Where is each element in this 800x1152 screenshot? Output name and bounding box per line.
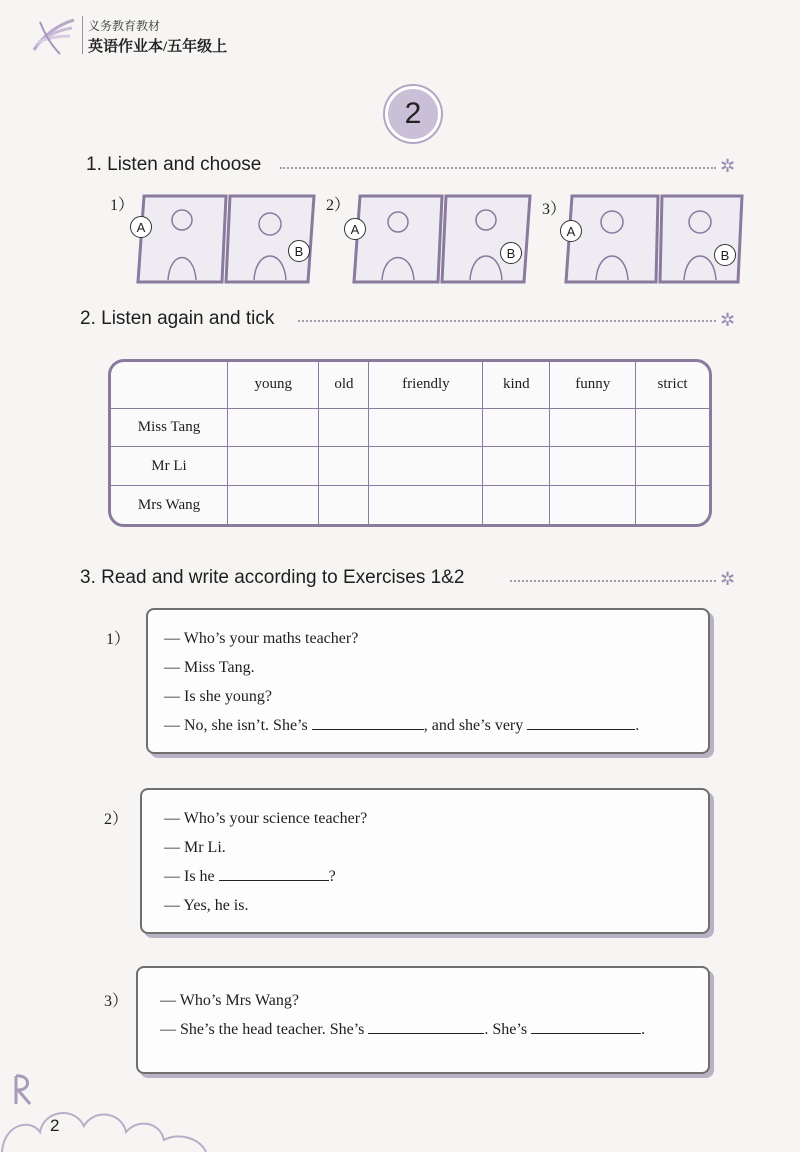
column-header: kind bbox=[483, 362, 550, 408]
tick-cell[interactable] bbox=[228, 447, 319, 486]
page-number: 2 bbox=[50, 1116, 60, 1135]
dialogue-line: — No, she isn’t. She’s , and she’s very . bbox=[164, 717, 640, 734]
column-header: friendly bbox=[369, 362, 483, 408]
star-ornament-icon: ✲ bbox=[720, 569, 736, 590]
section-divider bbox=[298, 320, 716, 322]
tick-cell[interactable] bbox=[319, 408, 369, 447]
tick-cell[interactable] bbox=[369, 486, 483, 524]
option-b-label: B bbox=[500, 242, 522, 264]
section-3-heading: 3. Read and write according to Exercises 1&2 bbox=[80, 567, 465, 588]
dialogue-line: — Who’s your science teacher? bbox=[164, 810, 368, 827]
item-number: 2） bbox=[104, 811, 129, 828]
tick-cell[interactable] bbox=[483, 408, 550, 447]
teacher-pictures-illustration bbox=[562, 192, 752, 288]
item-number: 1） bbox=[110, 197, 135, 214]
answer-blank[interactable] bbox=[312, 715, 424, 730]
dialogue-1-text bbox=[164, 624, 704, 740]
item-number: 3） bbox=[542, 201, 567, 218]
section-1-heading: 1. Listen and choose bbox=[86, 154, 262, 175]
teacher-pictures-illustration bbox=[346, 192, 536, 288]
answer-blank[interactable] bbox=[527, 715, 635, 730]
series-title: 义务教育教材 bbox=[88, 19, 161, 33]
dialogue-line: — Yes, he is. bbox=[164, 897, 249, 914]
column-header: strict bbox=[636, 362, 709, 408]
tick-cell[interactable] bbox=[550, 408, 636, 447]
row-header: Mr Li bbox=[111, 447, 228, 486]
tick-cell[interactable] bbox=[319, 447, 369, 486]
answer-blank[interactable] bbox=[219, 866, 329, 881]
dialogue-line: — Is he ? bbox=[164, 868, 336, 885]
option-b-label: B bbox=[714, 244, 736, 266]
tick-table bbox=[108, 359, 712, 527]
tick-cell[interactable] bbox=[483, 486, 550, 524]
option-a-label: A bbox=[130, 216, 152, 238]
section-2-heading: 2. Listen again and tick bbox=[80, 308, 275, 329]
column-header: young bbox=[228, 362, 319, 408]
dialogue-3-text bbox=[160, 986, 706, 1044]
row-header: Mrs Wang bbox=[111, 486, 228, 524]
dialogue-line: — Mr Li. bbox=[164, 839, 226, 856]
option-a-label: A bbox=[560, 220, 582, 242]
option-b-label: B bbox=[288, 240, 310, 262]
cloud-decoration-icon bbox=[0, 1060, 240, 1152]
dialogue-2-text bbox=[164, 804, 704, 920]
section-divider bbox=[510, 580, 716, 582]
answer-blank[interactable] bbox=[368, 1019, 484, 1034]
section-divider bbox=[280, 167, 716, 169]
book-title: 英语作业本/五年级上 bbox=[88, 39, 228, 55]
dialogue-line: — Who’s Mrs Wang? bbox=[160, 992, 299, 1009]
table-corner-cell bbox=[111, 362, 228, 408]
tick-cell[interactable] bbox=[483, 447, 550, 486]
item-number: 2） bbox=[326, 197, 351, 214]
tick-cell[interactable] bbox=[369, 447, 483, 486]
item-number: 3） bbox=[104, 993, 129, 1010]
tick-cell[interactable] bbox=[550, 447, 636, 486]
tick-cell[interactable] bbox=[550, 486, 636, 524]
tick-cell[interactable] bbox=[228, 408, 319, 447]
star-ornament-icon: ✲ bbox=[720, 310, 736, 331]
dialogue-line: — Who’s your maths teacher? bbox=[164, 630, 359, 647]
teacher-pictures-illustration bbox=[130, 192, 320, 288]
picture-pair-2 bbox=[326, 192, 536, 288]
dialogue-line: — She’s the head teacher. She’s . She’s . bbox=[160, 1021, 646, 1038]
column-header: funny bbox=[550, 362, 636, 408]
lesson-number-badge bbox=[385, 86, 441, 142]
tick-cell[interactable] bbox=[228, 486, 319, 524]
option-a-label: A bbox=[344, 218, 366, 240]
tick-cell[interactable] bbox=[319, 486, 369, 524]
answer-blank[interactable] bbox=[531, 1019, 641, 1034]
picture-pair-1 bbox=[110, 192, 320, 288]
row-header: Miss Tang bbox=[111, 408, 228, 447]
header-divider bbox=[82, 16, 83, 54]
dialogue-line: — Is she young? bbox=[164, 688, 272, 705]
publisher-logo bbox=[30, 14, 78, 58]
item-number: 1） bbox=[106, 631, 131, 648]
lesson-number: 2 bbox=[404, 97, 422, 130]
tick-cell[interactable] bbox=[636, 447, 709, 486]
tick-cell[interactable] bbox=[636, 408, 709, 447]
tick-cell[interactable] bbox=[636, 486, 709, 524]
column-header: old bbox=[319, 362, 369, 408]
dialogue-line: — Miss Tang. bbox=[164, 659, 255, 676]
tick-cell[interactable] bbox=[369, 408, 483, 447]
picture-pair-3 bbox=[542, 192, 752, 288]
star-ornament-icon: ✲ bbox=[720, 156, 736, 177]
